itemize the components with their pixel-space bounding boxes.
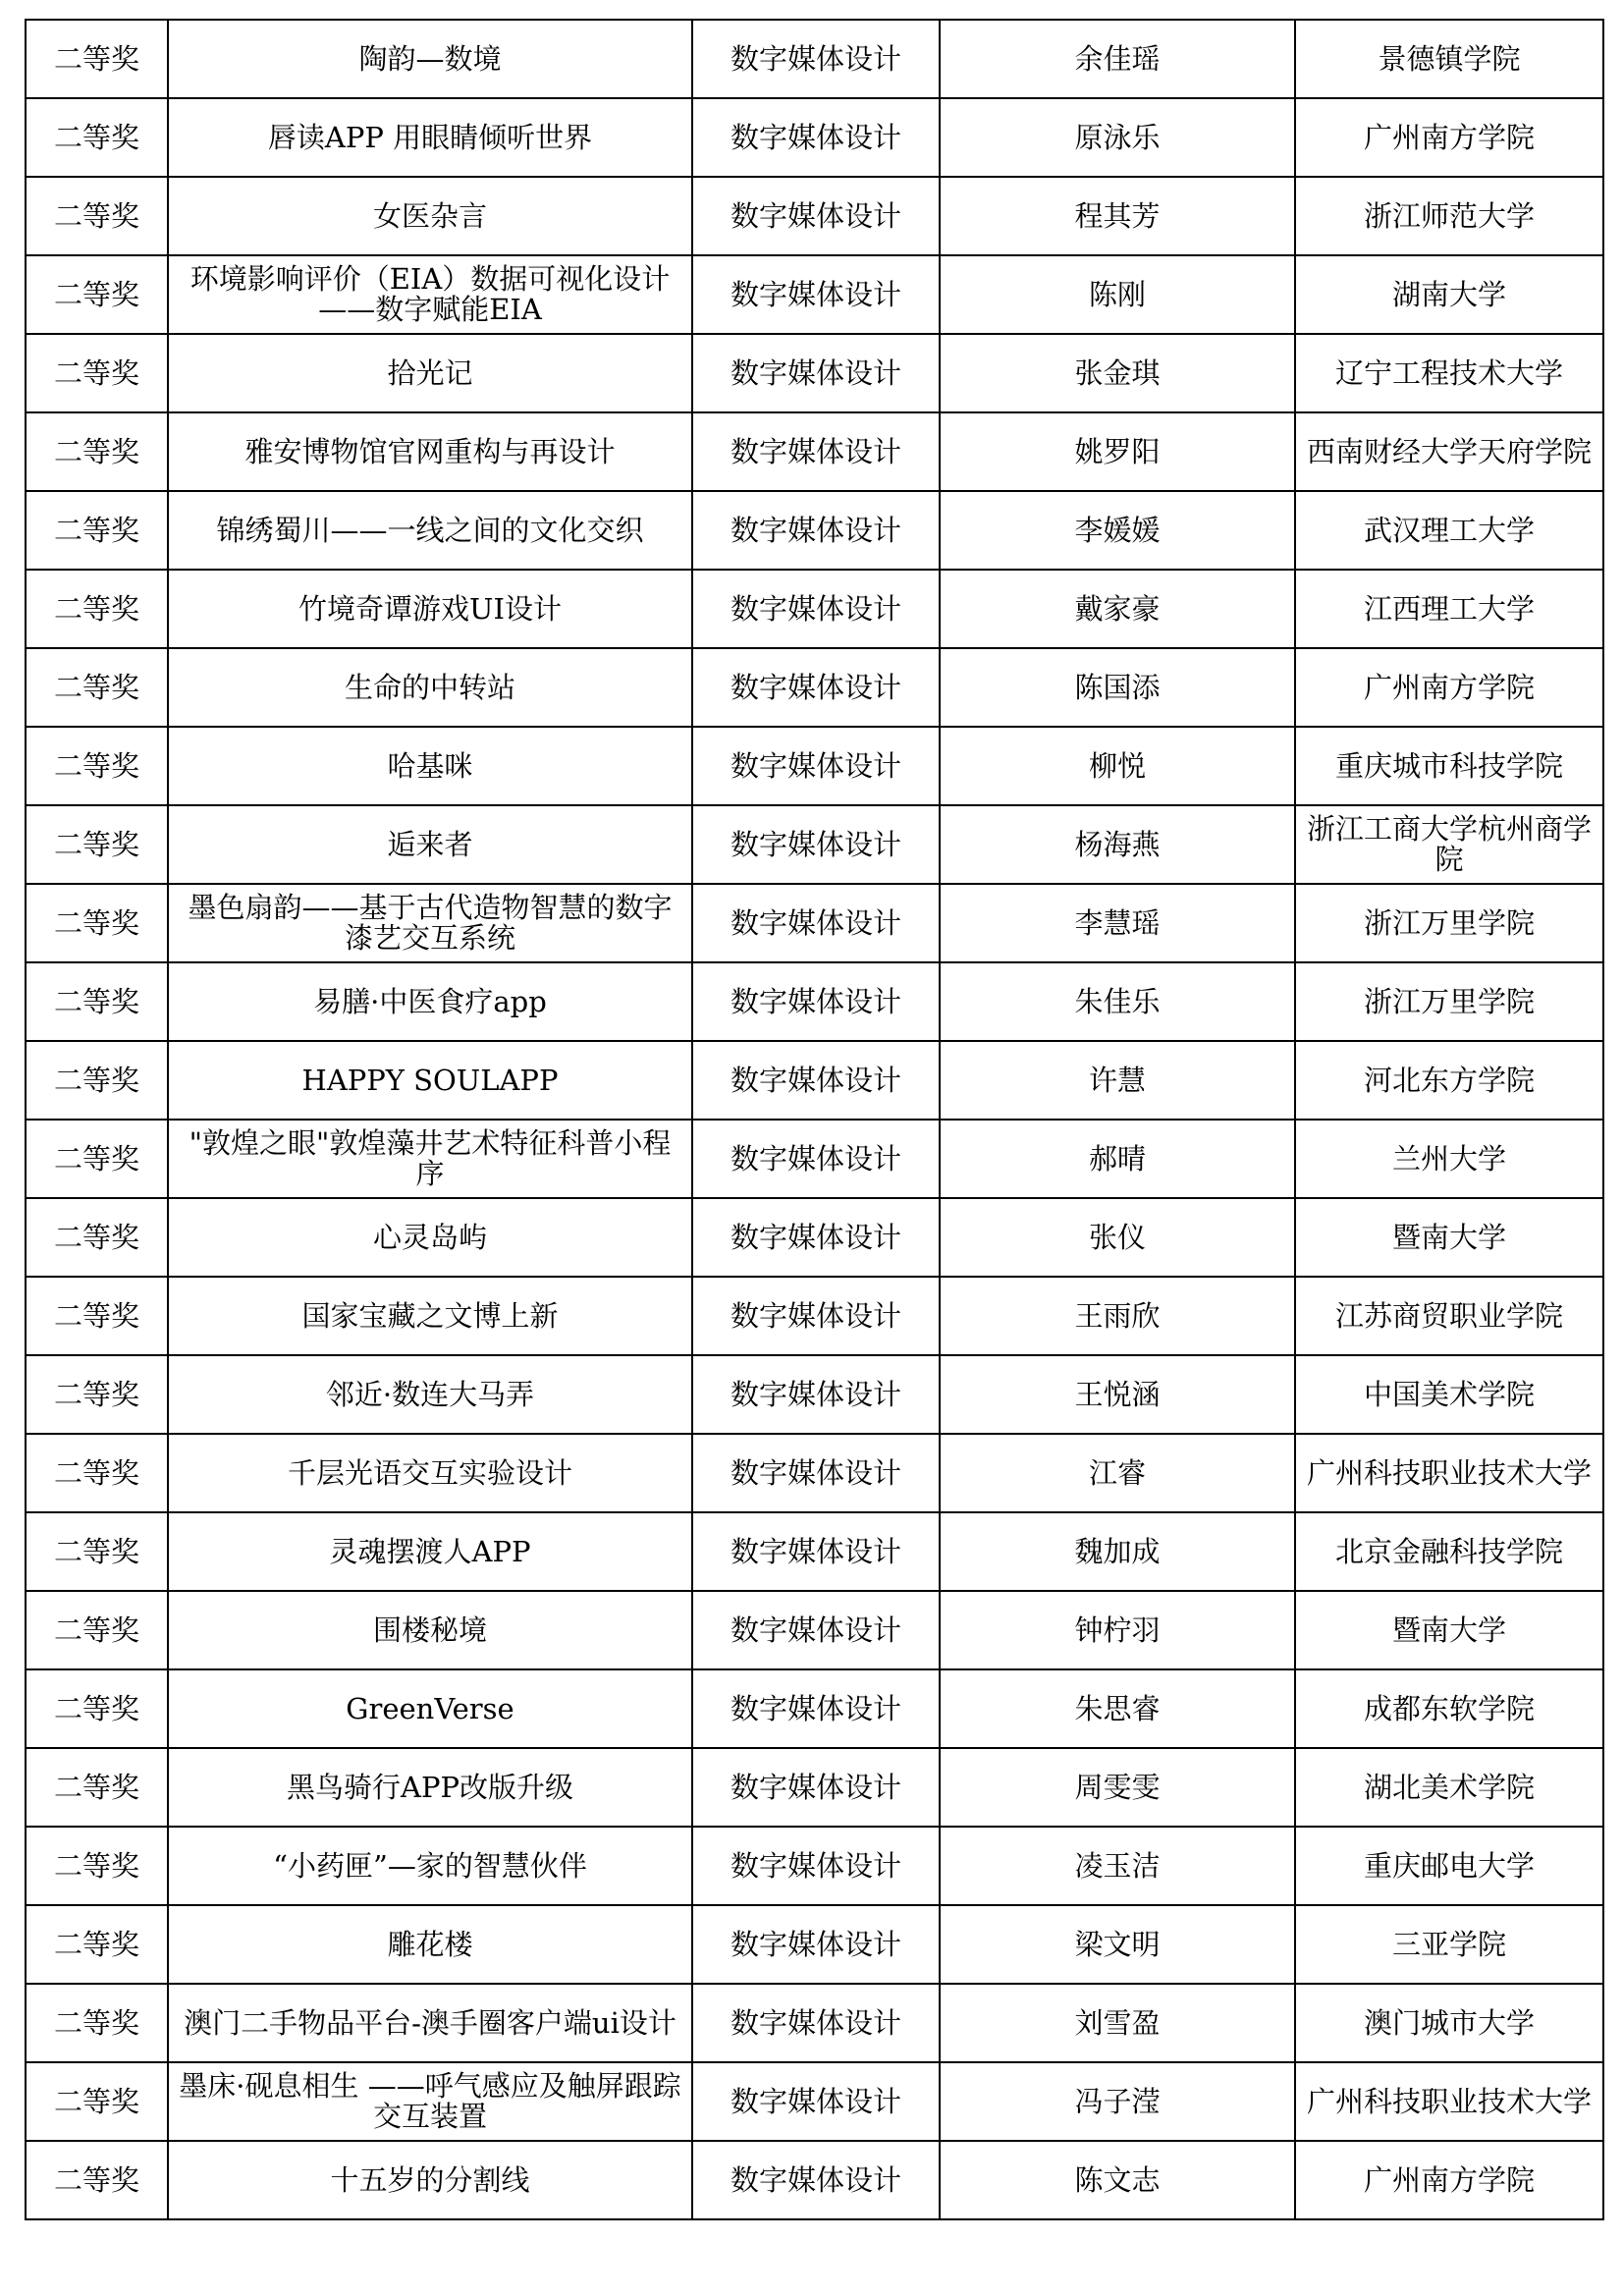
work-title-cell: “小药匣”—家的智慧伙伴: [168, 1827, 692, 1905]
school-cell: 广州科技职业技术大学: [1295, 2062, 1603, 2141]
author-cell: 柳悦: [940, 727, 1295, 805]
work-title-cell: 逅来者: [168, 805, 692, 884]
table-row: [26, 20, 1603, 98]
table-row: [26, 1669, 1603, 1748]
work-title-cell: 墨色扇韵——基于古代造物智慧的数字漆艺交互系统: [168, 884, 692, 962]
category-cell: 数字媒体设计: [692, 1041, 940, 1120]
award-level-cell: 二等奖: [26, 1434, 168, 1512]
table-row: [26, 1905, 1603, 1984]
school-cell: 澳门城市大学: [1295, 1984, 1603, 2062]
category-cell: 数字媒体设计: [692, 1984, 940, 2062]
category-cell: 数字媒体设计: [692, 1748, 940, 1827]
author-cell: 梁文明: [940, 1905, 1295, 1984]
work-title-cell: 易膳·中医食疗app: [168, 962, 692, 1041]
work-title-cell: 黑鸟骑行APP改版升级: [168, 1748, 692, 1827]
author-cell: 杨海燕: [940, 805, 1295, 884]
category-cell: 数字媒体设计: [692, 884, 940, 962]
award-table-body: [26, 20, 1603, 2219]
award-level-cell: 二等奖: [26, 648, 168, 727]
category-cell: 数字媒体设计: [692, 805, 940, 884]
school-cell: 重庆邮电大学: [1295, 1827, 1603, 1905]
category-cell: 数字媒体设计: [692, 1905, 940, 1984]
author-cell: 郝晴: [940, 1120, 1295, 1198]
award-level-cell: 二等奖: [26, 1120, 168, 1198]
category-cell: 数字媒体设计: [692, 1198, 940, 1277]
table-row: [26, 177, 1603, 255]
school-cell: 广州南方学院: [1295, 2141, 1603, 2219]
table-row: [26, 98, 1603, 177]
school-cell: 成都东软学院: [1295, 1669, 1603, 1748]
author-cell: 刘雪盈: [940, 1984, 1295, 2062]
work-title-cell: GreenVerse: [168, 1669, 692, 1748]
table-row: [26, 1198, 1603, 1277]
school-cell: 辽宁工程技术大学: [1295, 334, 1603, 412]
category-cell: 数字媒体设计: [692, 1591, 940, 1669]
table-row: [26, 1120, 1603, 1198]
category-cell: 数字媒体设计: [692, 98, 940, 177]
work-title-cell: "敦煌之眼"敦煌藻井艺术特征科普小程序: [168, 1120, 692, 1198]
award-level-cell: 二等奖: [26, 20, 168, 98]
table-row: [26, 1512, 1603, 1591]
award-level-cell: 二等奖: [26, 805, 168, 884]
author-cell: 许慧: [940, 1041, 1295, 1120]
school-cell: 北京金融科技学院: [1295, 1512, 1603, 1591]
work-title-cell: HAPPY SOULAPP: [168, 1041, 692, 1120]
award-level-cell: 二等奖: [26, 98, 168, 177]
award-level-cell: 二等奖: [26, 334, 168, 412]
work-title-cell: 竹境奇谭游戏UI设计: [168, 570, 692, 648]
category-cell: 数字媒体设计: [692, 2141, 940, 2219]
author-cell: 钟柠羽: [940, 1591, 1295, 1669]
award-level-cell: 二等奖: [26, 177, 168, 255]
author-cell: 余佳瑶: [940, 20, 1295, 98]
award-level-cell: 二等奖: [26, 727, 168, 805]
award-level-cell: 二等奖: [26, 1041, 168, 1120]
author-cell: 程其芳: [940, 177, 1295, 255]
author-cell: 王雨欣: [940, 1277, 1295, 1355]
table-row: [26, 962, 1603, 1041]
work-title-cell: 生命的中转站: [168, 648, 692, 727]
award-list-sheet: [25, 19, 1602, 2220]
work-title-cell: 围楼秘境: [168, 1591, 692, 1669]
work-title-cell: 邻近·数连大马弄: [168, 1355, 692, 1434]
school-cell: 广州南方学院: [1295, 648, 1603, 727]
author-cell: 朱佳乐: [940, 962, 1295, 1041]
work-title-cell: 国家宝藏之文博上新: [168, 1277, 692, 1355]
award-table: [25, 19, 1604, 2220]
work-title-cell: 唇读APP 用眼睛倾听世界: [168, 98, 692, 177]
category-cell: 数字媒体设计: [692, 1434, 940, 1512]
work-title-cell: 心灵岛屿: [168, 1198, 692, 1277]
category-cell: 数字媒体设计: [692, 648, 940, 727]
table-row: [26, 1434, 1603, 1512]
table-row: [26, 727, 1603, 805]
award-level-cell: 二等奖: [26, 962, 168, 1041]
table-row: [26, 1827, 1603, 1905]
category-cell: 数字媒体设计: [692, 727, 940, 805]
school-cell: 武汉理工大学: [1295, 491, 1603, 570]
category-cell: 数字媒体设计: [692, 255, 940, 334]
work-title-cell: 拾光记: [168, 334, 692, 412]
award-level-cell: 二等奖: [26, 412, 168, 491]
award-level-cell: 二等奖: [26, 1748, 168, 1827]
work-title-cell: 陶韵—数境: [168, 20, 692, 98]
work-title-cell: 十五岁的分割线: [168, 2141, 692, 2219]
category-cell: 数字媒体设计: [692, 570, 940, 648]
table-row: [26, 805, 1603, 884]
author-cell: 陈国添: [940, 648, 1295, 727]
author-cell: 李慧瑶: [940, 884, 1295, 962]
award-level-cell: 二等奖: [26, 570, 168, 648]
school-cell: 暨南大学: [1295, 1198, 1603, 1277]
award-level-cell: 二等奖: [26, 1984, 168, 2062]
category-cell: 数字媒体设计: [692, 1120, 940, 1198]
table-row: [26, 255, 1603, 334]
author-cell: 凌玉洁: [940, 1827, 1295, 1905]
award-level-cell: 二等奖: [26, 1355, 168, 1434]
award-level-cell: 二等奖: [26, 1277, 168, 1355]
school-cell: 江苏商贸职业学院: [1295, 1277, 1603, 1355]
work-title-cell: 哈基咪: [168, 727, 692, 805]
category-cell: 数字媒体设计: [692, 1669, 940, 1748]
work-title-cell: 墨床·砚息相生 ——呼气感应及触屏跟踪交互装置: [168, 2062, 692, 2141]
school-cell: 浙江师范大学: [1295, 177, 1603, 255]
table-row: [26, 1591, 1603, 1669]
author-cell: 冯子滢: [940, 2062, 1295, 2141]
school-cell: 广州科技职业技术大学: [1295, 1434, 1603, 1512]
category-cell: 数字媒体设计: [692, 1827, 940, 1905]
award-level-cell: 二等奖: [26, 1905, 168, 1984]
school-cell: 浙江工商大学杭州商学院: [1295, 805, 1603, 884]
award-level-cell: 二等奖: [26, 1512, 168, 1591]
school-cell: 兰州大学: [1295, 1120, 1603, 1198]
category-cell: 数字媒体设计: [692, 2062, 940, 2141]
table-row: [26, 334, 1603, 412]
author-cell: 王悦涵: [940, 1355, 1295, 1434]
award-level-cell: 二等奖: [26, 1669, 168, 1748]
author-cell: 姚罗阳: [940, 412, 1295, 491]
table-row: [26, 491, 1603, 570]
school-cell: 湖南大学: [1295, 255, 1603, 334]
table-row: [26, 2062, 1603, 2141]
work-title-cell: 环境影响评价（EIA）数据可视化设计——数字赋能EIA: [168, 255, 692, 334]
work-title-cell: 雅安博物馆官网重构与再设计: [168, 412, 692, 491]
work-title-cell: 雕花楼: [168, 1905, 692, 1984]
award-level-cell: 二等奖: [26, 2141, 168, 2219]
award-level-cell: 二等奖: [26, 884, 168, 962]
school-cell: 西南财经大学天府学院: [1295, 412, 1603, 491]
school-cell: 江西理工大学: [1295, 570, 1603, 648]
category-cell: 数字媒体设计: [692, 20, 940, 98]
school-cell: 重庆城市科技学院: [1295, 727, 1603, 805]
table-row: [26, 1277, 1603, 1355]
author-cell: 戴家豪: [940, 570, 1295, 648]
author-cell: 原泳乐: [940, 98, 1295, 177]
table-row: [26, 2141, 1603, 2219]
school-cell: 暨南大学: [1295, 1591, 1603, 1669]
category-cell: 数字媒体设计: [692, 962, 940, 1041]
award-level-cell: 二等奖: [26, 1827, 168, 1905]
award-level-cell: 二等奖: [26, 1198, 168, 1277]
category-cell: 数字媒体设计: [692, 334, 940, 412]
table-row: [26, 1355, 1603, 1434]
category-cell: 数字媒体设计: [692, 1512, 940, 1591]
author-cell: 陈文志: [940, 2141, 1295, 2219]
table-row: [26, 1984, 1603, 2062]
author-cell: 周雯雯: [940, 1748, 1295, 1827]
author-cell: 张仪: [940, 1198, 1295, 1277]
school-cell: 中国美术学院: [1295, 1355, 1603, 1434]
category-cell: 数字媒体设计: [692, 177, 940, 255]
category-cell: 数字媒体设计: [692, 412, 940, 491]
table-row: [26, 412, 1603, 491]
category-cell: 数字媒体设计: [692, 1277, 940, 1355]
school-cell: 河北东方学院: [1295, 1041, 1603, 1120]
author-cell: 张金琪: [940, 334, 1295, 412]
school-cell: 浙江万里学院: [1295, 962, 1603, 1041]
table-row: [26, 1041, 1603, 1120]
author-cell: 陈刚: [940, 255, 1295, 334]
work-title-cell: 千层光语交互实验设计: [168, 1434, 692, 1512]
work-title-cell: 女医杂言: [168, 177, 692, 255]
school-cell: 广州南方学院: [1295, 98, 1603, 177]
work-title-cell: 锦绣蜀川——一线之间的文化交织: [168, 491, 692, 570]
author-cell: 李媛媛: [940, 491, 1295, 570]
school-cell: 景德镇学院: [1295, 20, 1603, 98]
school-cell: 三亚学院: [1295, 1905, 1603, 1984]
author-cell: 魏加成: [940, 1512, 1295, 1591]
table-row: [26, 1748, 1603, 1827]
table-row: [26, 884, 1603, 962]
table-row: [26, 648, 1603, 727]
category-cell: 数字媒体设计: [692, 1355, 940, 1434]
work-title-cell: 澳门二手物品平台-澳手圈客户端ui设计: [168, 1984, 692, 2062]
award-level-cell: 二等奖: [26, 1591, 168, 1669]
author-cell: 朱思睿: [940, 1669, 1295, 1748]
author-cell: 江睿: [940, 1434, 1295, 1512]
category-cell: 数字媒体设计: [692, 491, 940, 570]
table-row: [26, 570, 1603, 648]
award-level-cell: 二等奖: [26, 255, 168, 334]
award-level-cell: 二等奖: [26, 491, 168, 570]
school-cell: 湖北美术学院: [1295, 1748, 1603, 1827]
school-cell: 浙江万里学院: [1295, 884, 1603, 962]
award-level-cell: 二等奖: [26, 2062, 168, 2141]
work-title-cell: 灵魂摆渡人APP: [168, 1512, 692, 1591]
